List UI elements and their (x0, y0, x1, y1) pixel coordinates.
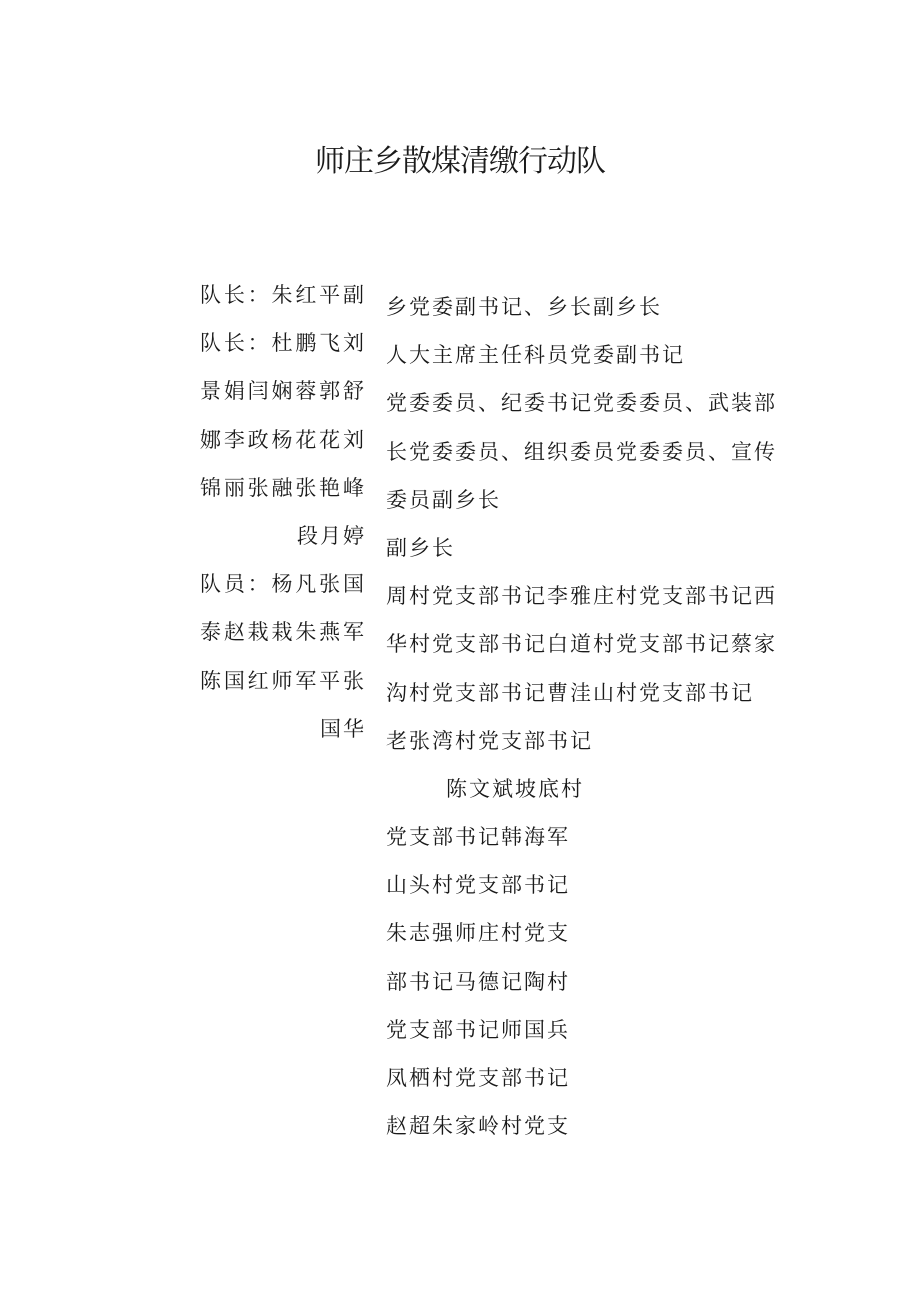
member-positions-column (386, 283, 786, 1150)
right-line: 党委委员、纪委书记党委委员、武装部 (386, 391, 777, 416)
left-line: 队长：朱红平副 (200, 283, 366, 307)
left-line: 锦丽张融张艳峰 (200, 475, 366, 500)
right-line: 乡党委副书记、乡长副乡长 (386, 295, 662, 319)
right-line: 朱志强师庄村党支 (386, 921, 570, 946)
right-line: 长党委委员、组织委员党委委员、宣传 (386, 439, 777, 464)
left-line: 队员：杨凡张国 (200, 572, 366, 597)
right-line: 党支部书记师国兵 (386, 1017, 570, 1042)
right-line: 沟村党支部书记曹洼山村党支部书记 (386, 680, 754, 705)
right-line: 山头村党支部书记 (386, 873, 570, 898)
right-line: 老张湾村党支部书记 (386, 728, 593, 753)
left-line: 娜李政杨花花刘 (200, 427, 366, 452)
left-line: 国华 (320, 716, 366, 741)
right-line: 人大主席主任科员党委副书记 (386, 343, 685, 368)
right-line: 赵超朱家岭村党支 (386, 1114, 570, 1139)
right-line: 凤栖村党支部书记 (386, 1066, 570, 1090)
left-line: 队长：杜鹏飞刘 (200, 331, 366, 356)
right-line: 副乡长 (386, 535, 455, 560)
right-line: 党支部书记韩海军 (386, 825, 570, 850)
right-line: 周村党支部书记李雅庄村党支部书记西 (386, 584, 777, 609)
left-line: 陈国红师军平张 (200, 668, 366, 693)
right-line: 陈文斌坡底村 (446, 776, 584, 801)
right-line: 华村党支部书记白道村党支部书记蔡家 (386, 632, 777, 657)
right-line: 委员副乡长 (386, 487, 501, 512)
left-line: 段月婷 (297, 523, 366, 548)
left-line: 景娟闫娴蓉郭舒 (200, 379, 366, 404)
page-title: 师庄乡散煤清缴行动队 (315, 144, 605, 179)
right-line: 部书记马德记陶村 (386, 969, 570, 994)
member-names-column (200, 271, 366, 753)
left-line: 泰赵栽栽朱燕军 (200, 620, 366, 645)
